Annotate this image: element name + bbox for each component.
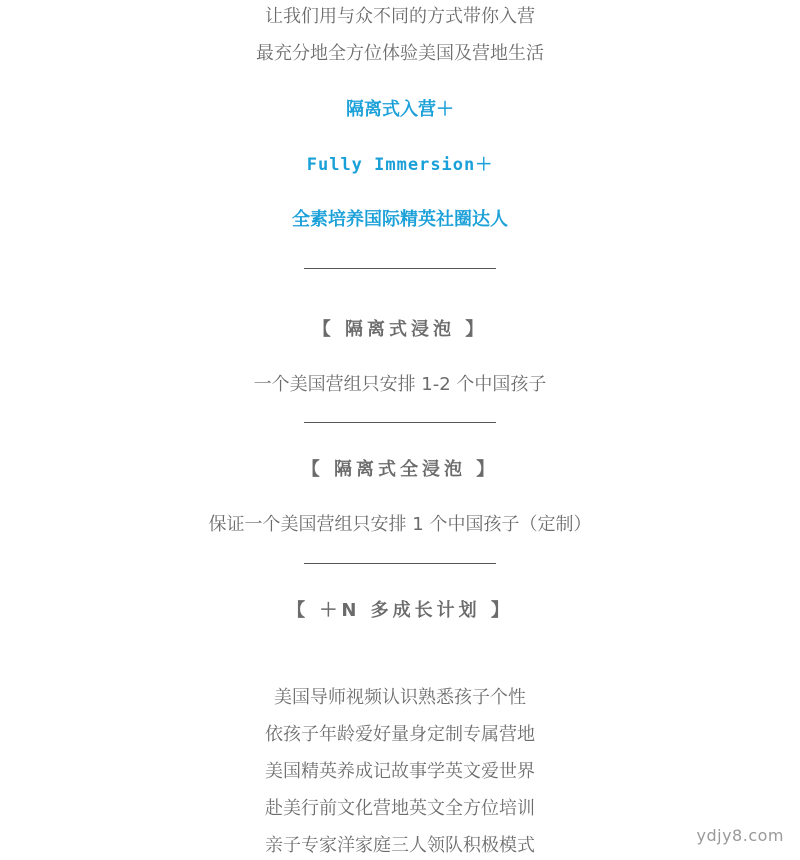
section-description-isolated-immersion: 一个美国营组只安排 1-2 个中国孩子 bbox=[253, 374, 547, 395]
plan-item: 美国导师视频认识熟悉孩子个性 bbox=[274, 687, 526, 708]
intro-line-2: 最充分地全方位体验美国及营地生活 bbox=[256, 43, 544, 64]
plan-item: 美国精英养成记故事学英文爱世界 bbox=[265, 761, 535, 782]
highlight-fully-immersion: Fully Immersion＋ bbox=[306, 155, 494, 175]
intro-line-1: 让我们用与众不同的方式带你入营 bbox=[265, 6, 535, 27]
highlight-elite-circle: 全素培养国际精英社圈达人 bbox=[292, 209, 508, 230]
section-heading-isolated-immersion: 【 隔离式浸泡 】 bbox=[312, 319, 488, 340]
plan-item: 亲子专家洋家庭三人领队积极模式 bbox=[265, 835, 535, 856]
plan-item: 依孩子年龄爱好量身定制专属营地 bbox=[265, 724, 535, 745]
divider bbox=[304, 268, 496, 269]
divider bbox=[304, 563, 496, 564]
divider bbox=[304, 422, 496, 423]
watermark: ydjy8.com bbox=[696, 826, 784, 845]
section-heading-growth-plan: 【 ＋N 多成长计划 】 bbox=[287, 600, 513, 621]
section-heading-full-immersion: 【 隔离式全浸泡 】 bbox=[301, 459, 499, 480]
plan-item: 赴美行前文化营地英文全方位培训 bbox=[265, 798, 535, 819]
section-description-full-immersion: 保证一个美国营组只安排 1 个中国孩子（定制） bbox=[208, 514, 592, 535]
highlight-isolated-camp: 隔离式入营＋ bbox=[346, 99, 454, 120]
